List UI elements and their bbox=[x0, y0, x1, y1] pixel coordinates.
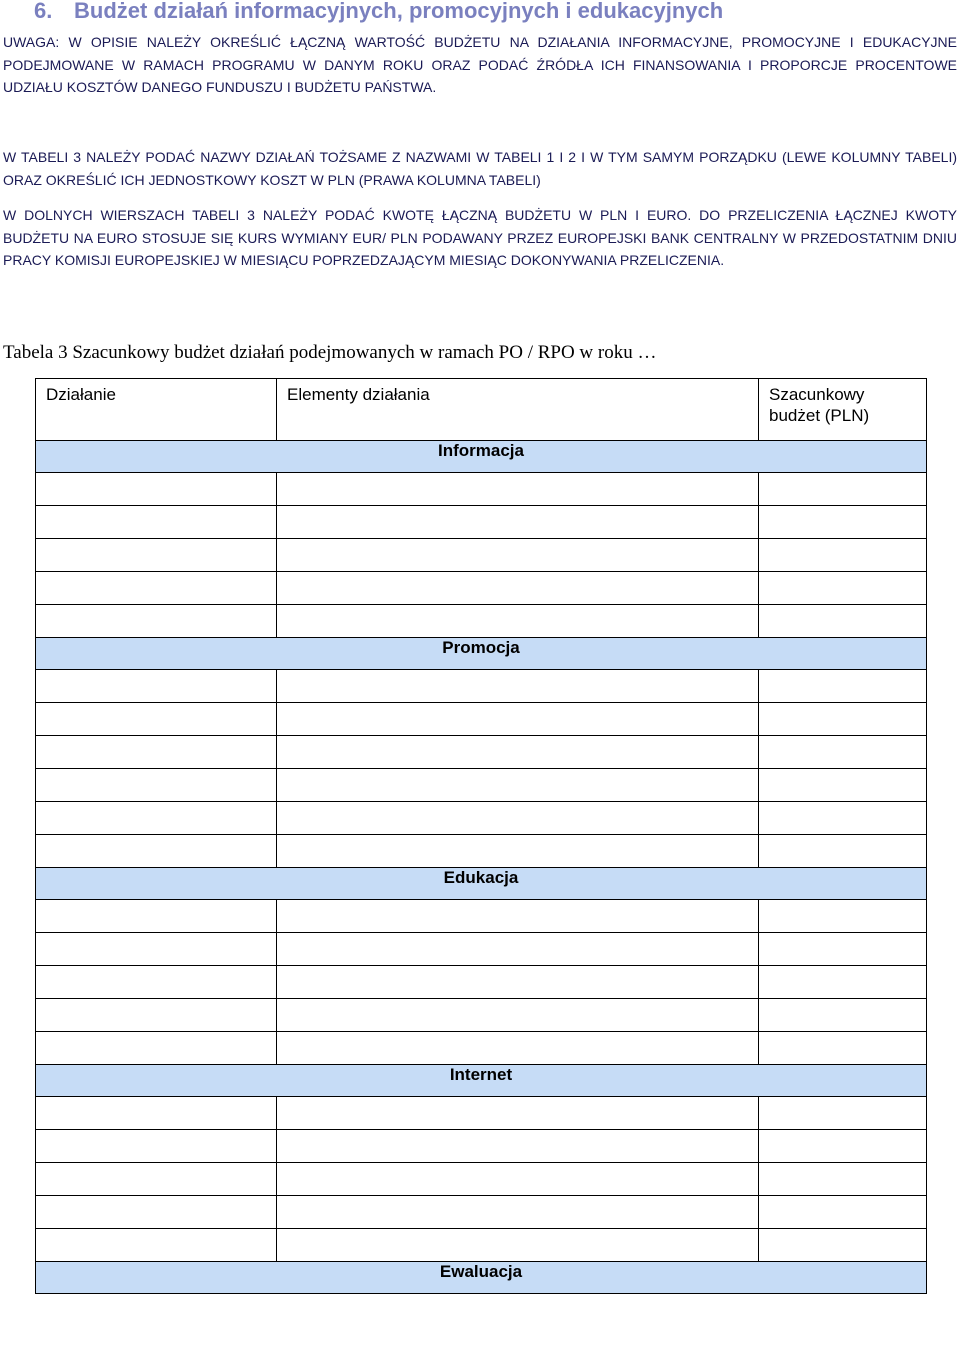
instruction-2: W DOLNYCH WIERSZACH TABELI 3 NALEŻY PODAĆ KWOTĘ ŁĄCZNĄ BUDŻETU W PLN I EURO. DO PRZELICZENIA ŁĄCZNEJ KWOTY BUDŻETU NA EURO STOSUJE SIĘ KURS WYMIANY EUR/ PLN PODAWANY PRZEZ EUROPEJSKI BANK CENTRALNY W PRZEDOSTATNIM DNIU PRACY KOMISJI EUROPEJSKIEJ W MIESIĄCU POPRZEDZAJĄCYM MIESIĄC DOKONYWANIA PRZELICZENIA. bbox=[3, 207, 957, 268]
action-cell[interactable] bbox=[36, 506, 277, 539]
table-row bbox=[36, 670, 927, 703]
budget-cell[interactable] bbox=[759, 999, 927, 1032]
section-row-promocja bbox=[36, 638, 927, 670]
budget-cell[interactable] bbox=[759, 1130, 927, 1163]
section-row-internet bbox=[36, 1065, 927, 1097]
action-cell[interactable] bbox=[36, 1196, 277, 1229]
action-cell[interactable] bbox=[36, 1032, 277, 1065]
elements-cell[interactable] bbox=[277, 1196, 759, 1229]
elements-cell[interactable] bbox=[277, 835, 759, 868]
action-cell[interactable] bbox=[36, 769, 277, 802]
elements-cell[interactable] bbox=[277, 605, 759, 638]
elements-cell[interactable] bbox=[277, 539, 759, 572]
section-heading bbox=[34, 0, 723, 24]
budget-cell[interactable] bbox=[759, 900, 927, 933]
elements-cell[interactable] bbox=[277, 900, 759, 933]
action-cell[interactable] bbox=[36, 473, 277, 506]
budget-cell[interactable] bbox=[759, 933, 927, 966]
header-cell-budget: Szacunkowy budżet (PLN) bbox=[759, 379, 927, 441]
elements-cell[interactable] bbox=[277, 802, 759, 835]
budget-cell[interactable] bbox=[759, 736, 927, 769]
section-title-cell: Internet bbox=[36, 1065, 927, 1097]
budget-cell[interactable] bbox=[759, 966, 927, 999]
action-cell[interactable] bbox=[36, 605, 277, 638]
table-caption: Tabela 3 Szacunkowy budżet działań podejmowanych w ramach PO / RPO w roku … bbox=[3, 342, 657, 363]
action-cell[interactable] bbox=[36, 835, 277, 868]
table-row bbox=[36, 835, 927, 868]
table-row bbox=[36, 769, 927, 802]
action-cell[interactable] bbox=[36, 1097, 277, 1130]
table-row bbox=[36, 1163, 927, 1196]
table-row bbox=[36, 605, 927, 638]
table-row bbox=[36, 1032, 927, 1065]
budget-cell[interactable] bbox=[759, 835, 927, 868]
section-row-informacja bbox=[36, 441, 927, 473]
budget-cell[interactable] bbox=[759, 572, 927, 605]
action-cell[interactable] bbox=[36, 703, 277, 736]
action-cell[interactable] bbox=[36, 572, 277, 605]
action-cell[interactable] bbox=[36, 1163, 277, 1196]
table-row bbox=[36, 736, 927, 769]
budget-cell[interactable] bbox=[759, 506, 927, 539]
table-row bbox=[36, 802, 927, 835]
elements-cell[interactable] bbox=[277, 966, 759, 999]
elements-cell[interactable] bbox=[277, 769, 759, 802]
section-number: 6. bbox=[34, 0, 53, 23]
budget-cell[interactable] bbox=[759, 670, 927, 703]
table-row bbox=[36, 1196, 927, 1229]
section-title: Budżet działań informacyjnych, promocyjnych i edukacyjnych bbox=[74, 0, 724, 23]
table-row bbox=[36, 966, 927, 999]
section-row-ewaluacja bbox=[36, 1262, 927, 1294]
elements-cell[interactable] bbox=[277, 999, 759, 1032]
section-title-cell: Promocja bbox=[36, 638, 927, 670]
budget-table bbox=[35, 378, 927, 1294]
elements-cell[interactable] bbox=[277, 736, 759, 769]
table-row bbox=[36, 539, 927, 572]
table-row bbox=[36, 999, 927, 1032]
budget-cell[interactable] bbox=[759, 1097, 927, 1130]
action-cell[interactable] bbox=[36, 1130, 277, 1163]
action-cell[interactable] bbox=[36, 933, 277, 966]
elements-cell[interactable] bbox=[277, 1097, 759, 1130]
table-row bbox=[36, 900, 927, 933]
table-row bbox=[36, 506, 927, 539]
elements-cell[interactable] bbox=[277, 933, 759, 966]
section-title-cell: Informacja bbox=[36, 441, 927, 473]
table-header-row bbox=[36, 379, 927, 441]
warning-label: UWAGA: bbox=[3, 34, 60, 50]
elements-cell[interactable] bbox=[277, 1163, 759, 1196]
table-row bbox=[36, 572, 927, 605]
section-row-edukacja bbox=[36, 868, 927, 900]
budget-cell[interactable] bbox=[759, 1229, 927, 1262]
action-cell[interactable] bbox=[36, 966, 277, 999]
table-row bbox=[36, 1229, 927, 1262]
budget-cell[interactable] bbox=[759, 802, 927, 835]
elements-cell[interactable] bbox=[277, 1130, 759, 1163]
budget-cell[interactable] bbox=[759, 539, 927, 572]
table-row bbox=[36, 473, 927, 506]
elements-cell[interactable] bbox=[277, 670, 759, 703]
warning-note bbox=[3, 31, 957, 99]
budget-cell[interactable] bbox=[759, 605, 927, 638]
section-title-cell: Edukacja bbox=[36, 868, 927, 900]
action-cell[interactable] bbox=[36, 900, 277, 933]
elements-cell[interactable] bbox=[277, 1032, 759, 1065]
action-cell[interactable] bbox=[36, 539, 277, 572]
section-title-cell: Ewaluacja bbox=[36, 1262, 927, 1294]
elements-cell[interactable] bbox=[277, 703, 759, 736]
elements-cell[interactable] bbox=[277, 572, 759, 605]
action-cell[interactable] bbox=[36, 736, 277, 769]
action-cell[interactable] bbox=[36, 670, 277, 703]
table-row bbox=[36, 1097, 927, 1130]
header-cell-elements: Elementy działania bbox=[277, 379, 759, 441]
budget-cell[interactable] bbox=[759, 703, 927, 736]
action-cell[interactable] bbox=[36, 999, 277, 1032]
warning-text: W OPISIE NALEŻY OKREŚLIĆ ŁĄCZNĄ WARTOŚĆ BUDŻETU NA DZIAŁANIA INFORMACYJNE, PROMOCYJNE I EDUKACYJNE PODEJMOWANE W RAMACH PROGRAMU W DANYM ROKU ORAZ PODAĆ ŹRÓDŁA ICH FINANSOWANIA I PROPORCJE PROCENTOWE UDZIAŁU KOSZTÓW DANEGO FUNDUSZU I BUDŻETU PAŃSTWA. bbox=[3, 34, 957, 95]
budget-cell[interactable] bbox=[759, 473, 927, 506]
action-cell[interactable] bbox=[36, 1229, 277, 1262]
instruction-1: W TABELI 3 NALEŻY PODAĆ NAZWY DZIAŁAŃ TOŻSAME Z NAZWAMI W TABELI 1 I 2 I W TYM SAMYM PORZĄDKU (LEWE KOLUMNY TABELI) ORAZ OKREŚLIĆ ICH JEDNOSTKOWY KOSZT W PLN (PRAWA KOLUMNA TABELI) bbox=[3, 149, 957, 188]
budget-cell[interactable] bbox=[759, 1196, 927, 1229]
table-row bbox=[36, 703, 927, 736]
elements-cell[interactable] bbox=[277, 1229, 759, 1262]
action-cell[interactable] bbox=[36, 802, 277, 835]
elements-cell[interactable] bbox=[277, 473, 759, 506]
budget-cell[interactable] bbox=[759, 1032, 927, 1065]
table-row bbox=[36, 933, 927, 966]
elements-cell[interactable] bbox=[277, 506, 759, 539]
table-row bbox=[36, 1130, 927, 1163]
budget-cell[interactable] bbox=[759, 1163, 927, 1196]
budget-cell[interactable] bbox=[759, 769, 927, 802]
header-cell-action: Działanie bbox=[36, 379, 277, 441]
